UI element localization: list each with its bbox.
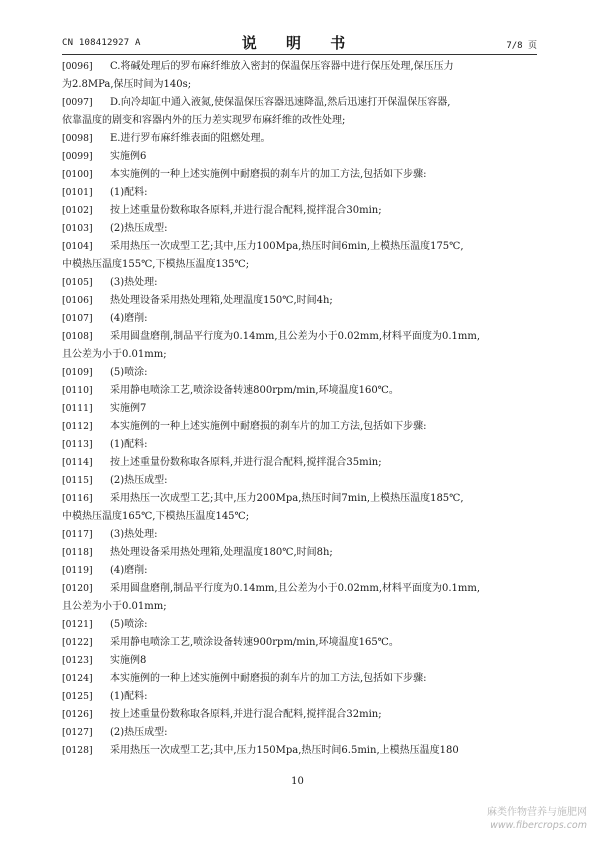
text-line: 本实施例的一种上述实施例中耐磨损的刹车片的加工方法,包括如下步骤: — [110, 673, 427, 684]
text-line: 采用圆盘磨削,制品平行度为0.14mm,且公差为小于0.02mm,材料平面度为0.1mm, — [110, 583, 481, 594]
paragraph-number: [0125] — [62, 691, 93, 702]
paragraph — [62, 436, 537, 454]
paragraph — [62, 364, 537, 382]
paragraph — [62, 400, 537, 418]
paragraph — [62, 328, 537, 364]
paragraph-number: [0114] — [62, 457, 93, 468]
paragraph-text — [110, 616, 537, 634]
page-info: 7/8 页 — [506, 41, 537, 51]
paragraph-text — [110, 526, 537, 544]
paragraph-text — [110, 166, 537, 184]
text-line: 本实施例的一种上述实施例中耐磨损的刹车片的加工方法,包括如下步骤: — [110, 421, 427, 432]
paragraph — [62, 634, 537, 652]
paragraph-number: [0122] — [62, 637, 93, 648]
document-title: 说 明 书 — [241, 34, 358, 52]
paragraph — [62, 292, 537, 310]
paragraph — [62, 184, 537, 202]
text-line: 本实施例的一种上述实施例中耐磨损的刹车片的加工方法,包括如下步骤: — [110, 169, 427, 180]
text-line: D.向冷却缸中通入液氮,使保温保压容器迅速降温,然后迅速打开保温保压容器, — [110, 97, 451, 108]
text-line: 中模热压温度165℃,下模热压温度145℃; — [62, 511, 250, 522]
paragraph-text — [110, 148, 537, 166]
paragraph-number: [0105] — [62, 277, 93, 288]
paragraph — [62, 472, 537, 490]
text-line: 为2.8MPa,保压时间为140s; — [62, 79, 192, 90]
paragraph — [62, 274, 537, 292]
paragraph — [62, 130, 537, 148]
paragraph — [62, 148, 537, 166]
watermark-url: www.fibercrops.com — [490, 820, 587, 831]
paragraph — [62, 382, 537, 400]
paragraph-number: [0110] — [62, 385, 93, 396]
paragraph-number: [0123] — [62, 655, 93, 666]
paragraph-number: [0124] — [62, 673, 93, 684]
paragraph-text — [110, 634, 537, 652]
paragraph-number: [0096] — [62, 61, 93, 72]
paragraph-number: [0104] — [62, 241, 93, 252]
text-line: 采用静电喷涂工艺,喷涂设备转速900rpm/min,环境温度165℃。 — [110, 637, 399, 648]
text-line: 实施例8 — [110, 655, 147, 666]
paragraph-number: [0098] — [62, 133, 93, 144]
text-line: 实施例7 — [110, 403, 147, 414]
paragraph-number: [0121] — [62, 619, 93, 630]
paragraph-number: [0099] — [62, 151, 93, 162]
text-line: (2)热压成型: — [110, 223, 168, 234]
paragraph-number: [0126] — [62, 709, 93, 720]
text-line: 实施例6 — [110, 151, 147, 162]
text-line: (3)热处理: — [110, 277, 158, 288]
publication-number: CN 108412927 A — [62, 38, 141, 48]
paragraph-text — [110, 382, 537, 400]
paragraph — [62, 670, 537, 688]
paragraph-text — [110, 562, 537, 580]
text-line: 采用静电喷涂工艺,喷涂设备转速800rpm/min,环境温度160℃。 — [110, 385, 399, 396]
paragraph-text — [110, 310, 537, 328]
paragraph-text — [110, 670, 537, 688]
paragraph — [62, 202, 537, 220]
paragraph — [62, 526, 537, 544]
text-line: 采用热压一次成型工艺;其中,压力200Mpa,热压时间7min,上模热压温度185℃, — [110, 493, 464, 504]
paragraph — [62, 454, 537, 472]
paragraph-number: [0111] — [62, 403, 93, 414]
paragraph — [62, 238, 537, 274]
paragraph — [62, 220, 537, 238]
paragraph — [62, 418, 537, 436]
paragraph-number: [0117] — [62, 529, 93, 540]
paragraph-text — [110, 202, 537, 220]
text-line: (5)喷涂: — [110, 619, 148, 630]
paragraph-text — [110, 400, 537, 418]
document-header — [62, 30, 537, 52]
paragraph-text — [110, 274, 537, 292]
text-line: (5)喷涂: — [110, 367, 148, 378]
text-line: (2)热压成型: — [110, 727, 168, 738]
document-body — [62, 58, 537, 760]
text-line: 按上述重量份数称取各原料,并进行混合配料,搅拌混合32min; — [110, 709, 382, 720]
text-line: (1)配料: — [110, 691, 148, 702]
paragraph — [62, 94, 537, 130]
watermark-text: 麻类作物营养与施肥网 — [487, 807, 587, 818]
paragraph-number: [0097] — [62, 97, 93, 108]
text-line: C.将碱处理后的罗布麻纤维放入密封的保温保压容器中进行保压处理,保压压力 — [110, 61, 454, 72]
paragraph — [62, 544, 537, 562]
page-number: 10 — [291, 776, 304, 787]
paragraph — [62, 490, 537, 526]
paragraph-number: [0116] — [62, 493, 93, 504]
paragraph — [62, 706, 537, 724]
paragraph — [62, 742, 537, 760]
text-line: 采用热压一次成型工艺;其中,压力150Mpa,热压时间6.5min,上模热压温度180 — [110, 745, 459, 756]
text-line: 按上述重量份数称取各原料,并进行混合配料,搅拌混合30min; — [110, 205, 382, 216]
paragraph-number: [0109] — [62, 367, 93, 378]
paragraph — [62, 724, 537, 742]
paragraph-number: [0127] — [62, 727, 93, 738]
text-line: 采用圆盘磨削,制品平行度为0.14mm,且公差为小于0.02mm,材料平面度为0.1mm, — [110, 331, 481, 342]
watermark — [417, 806, 587, 832]
paragraph-number: [0103] — [62, 223, 93, 234]
paragraph — [62, 580, 537, 616]
paragraph-number: [0119] — [62, 565, 93, 576]
paragraph-number: [0100] — [62, 169, 93, 180]
paragraph — [62, 58, 537, 94]
text-line: 且公差为小于0.01mm; — [62, 601, 167, 612]
header-divider — [62, 54, 537, 55]
text-line: (4)磨削: — [110, 565, 148, 576]
text-line: 采用热压一次成型工艺;其中,压力100Mpa,热压时间6min,上模热压温度175℃, — [110, 241, 464, 252]
paragraph-number: [0108] — [62, 331, 93, 342]
text-line: E.进行罗布麻纤维表面的阻燃处理。 — [110, 133, 271, 144]
paragraph-text — [110, 688, 537, 706]
paragraph-text — [110, 472, 537, 490]
text-line: 热处理设备采用热处理箱,处理温度180℃,时间8h; — [110, 547, 333, 558]
paragraph-number: [0102] — [62, 205, 93, 216]
text-line: (2)热压成型: — [110, 475, 168, 486]
paragraph-number: [0128] — [62, 745, 93, 756]
paragraph — [62, 688, 537, 706]
paragraph-text — [110, 364, 537, 382]
paragraph-text — [110, 292, 537, 310]
paragraph-text — [110, 418, 537, 436]
paragraph-text — [110, 706, 537, 724]
paragraph-text — [110, 130, 537, 148]
paragraph-number: [0113] — [62, 439, 93, 450]
paragraph — [62, 616, 537, 634]
text-line: (3)热处理: — [110, 529, 158, 540]
paragraph-text — [110, 652, 537, 670]
paragraph-number: [0112] — [62, 421, 93, 432]
paragraph — [62, 166, 537, 184]
text-line: 且公差为小于0.01mm; — [62, 349, 167, 360]
text-line: (1)配料: — [110, 439, 148, 450]
paragraph-text — [110, 454, 537, 472]
text-line: 中模热压温度155℃,下模热压温度135℃; — [62, 259, 250, 270]
paragraph-number: [0120] — [62, 583, 93, 594]
paragraph — [62, 562, 537, 580]
paragraph-text — [110, 724, 537, 742]
text-line: (1)配料: — [110, 187, 148, 198]
paragraph-text — [110, 544, 537, 562]
paragraph-number: [0106] — [62, 295, 93, 306]
text-line: 依靠温度的剧变和容器内外的压力差实现罗布麻纤维的改性处理; — [62, 115, 346, 126]
paragraph-text — [110, 742, 537, 760]
paragraph — [62, 310, 537, 328]
text-line: 按上述重量份数称取各原料,并进行混合配料,搅拌混合35min; — [110, 457, 382, 468]
paragraph-text — [110, 220, 537, 238]
paragraph-text — [110, 436, 537, 454]
paragraph-number: [0101] — [62, 187, 93, 198]
paragraph — [62, 652, 537, 670]
paragraph-number: [0115] — [62, 475, 93, 486]
paragraph-text — [110, 184, 537, 202]
paragraph-number: [0107] — [62, 313, 93, 324]
paragraph-number: [0118] — [62, 547, 93, 558]
text-line: 热处理设备采用热处理箱,处理温度150℃,时间4h; — [110, 295, 333, 306]
text-line: (4)磨削: — [110, 313, 148, 324]
